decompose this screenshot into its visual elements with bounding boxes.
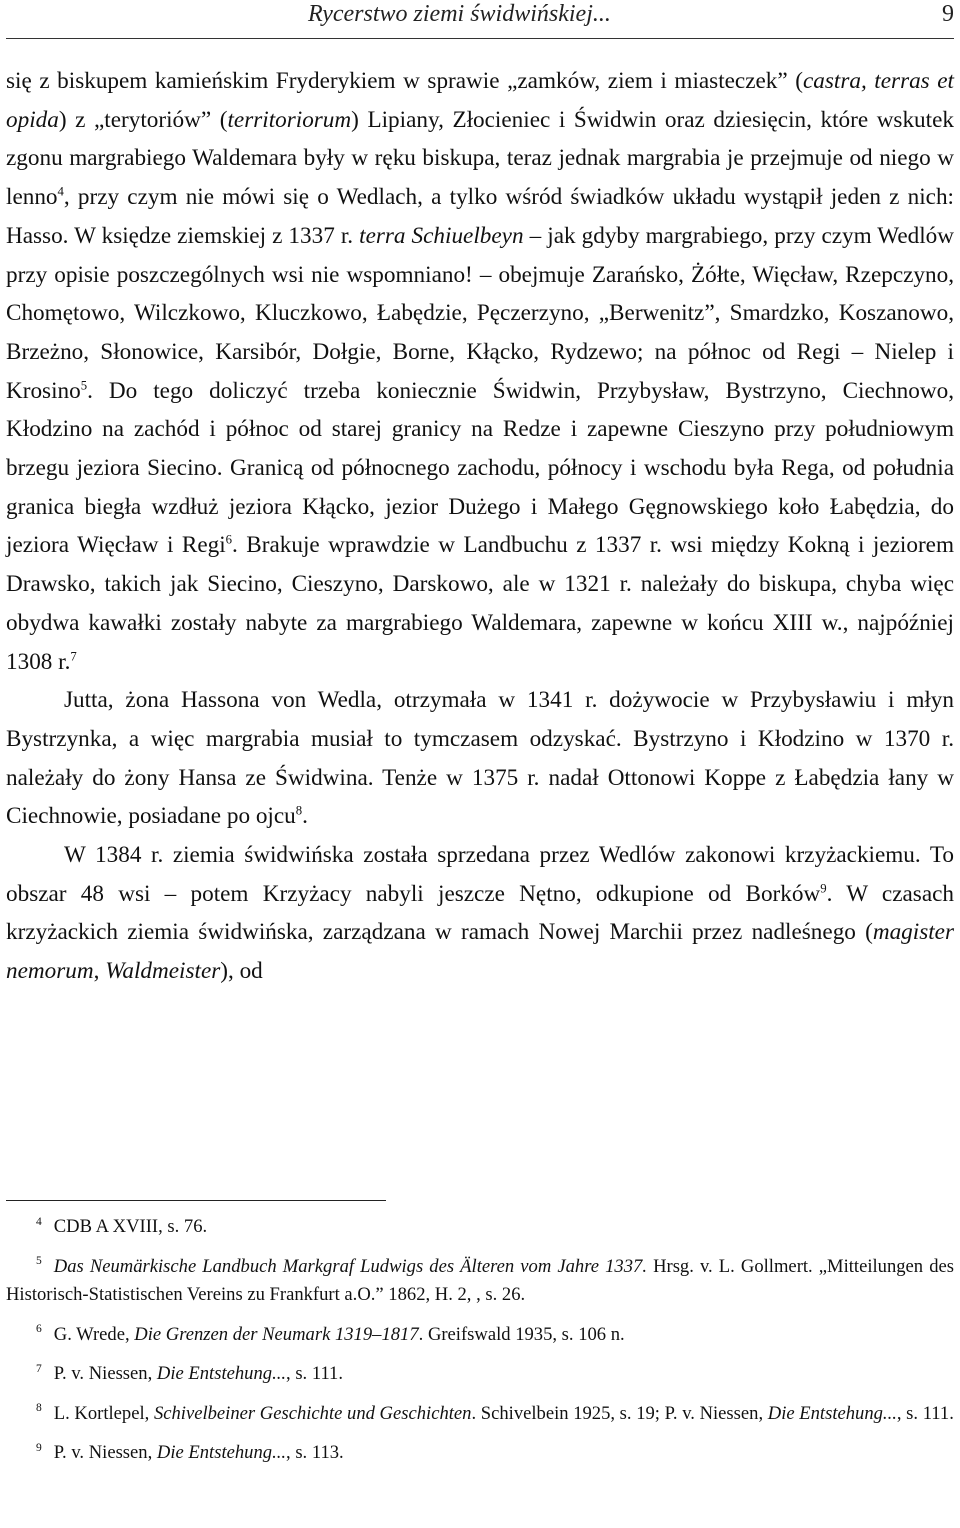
- footnote-ref-8[interactable]: 8: [295, 803, 303, 818]
- footnote-title: Die Entstehung...: [156, 1442, 287, 1463]
- text-run: . Do tego doliczyć trzeba koniecznie Świdwin, Przybysław, Bystrzyno, Ciechnowo, Kłodzino na zachód i północ od starej granicy na Redze i zapewne Cieszyno przy południowym brzegu jeziora Siecino. Granicą od północnego zachodu, północy i wschodu była Rega, od południa granica biegła wzdłuż jeziora Kłącko, jezior Dużego i Małego Gęgnowskiego koło Łabędzia, do jeziora Więcław i Regi: [6, 377, 954, 559]
- footnote-text: , s. 111.: [896, 1402, 954, 1424]
- footnote-number: 6: [36, 1323, 42, 1336]
- text-run: ) z „terytoriów” (: [58, 106, 228, 133]
- footnote-6: [6, 1321, 954, 1350]
- footnote-separator: [6, 1200, 386, 1201]
- text-run: ,: [93, 958, 106, 985]
- latin-term: territoriorum: [227, 106, 352, 133]
- latin-term: magister nemorum: [6, 919, 954, 985]
- latin-term: terra Schiuelbeyn: [359, 222, 524, 249]
- footnote-title: Schivelbeiner Geschichte und Geschichten: [153, 1402, 472, 1424]
- main-text: [6, 62, 954, 991]
- footnote-author: G. Wrede,: [53, 1323, 135, 1345]
- footnote-number: 9: [36, 1441, 42, 1454]
- header-rule: [6, 38, 954, 39]
- footnote-text: , s. 111.: [286, 1363, 344, 1384]
- footnote-9: [6, 1439, 954, 1468]
- text-run: W 1384 r. ziemia świdwińska została sprzedana przez Wedlów zakonowi krzyżackiemu. To obszar 48 wsi – potem Krzyżacy nabyli jeszcze Nętno, odkupione od Borków: [6, 842, 954, 907]
- footnote-text: . Greifswald 1935, s. 106 n.: [418, 1323, 625, 1345]
- footnote-title: Die Grenzen der Neumark 1319–1817: [134, 1323, 419, 1345]
- paragraph-2: [6, 681, 954, 836]
- footnote-ref-5[interactable]: 5: [80, 377, 88, 392]
- footnote-title: Die Entstehung...: [767, 1402, 897, 1424]
- text-run: ), od: [220, 958, 263, 985]
- footnote-text: Hrsg. v. L. Gollmert. „Mitteilungen des Historisch-Statistischen Vereins zu Frankfurt a.O.” 1862, H. 2, , s. 26.: [6, 1255, 954, 1305]
- footnote-ref-4[interactable]: 4: [57, 184, 64, 199]
- footnote-number: 5: [36, 1255, 42, 1268]
- footnote-ref-6[interactable]: 6: [225, 532, 233, 547]
- text-run: . Brakuje wprawdzie w Landbuchu z 1337 r. wsi między Kokną i jeziorem Drawsko, takich jak Siecino, Cieszyno, Darskowo, ale w 1321 r. należały do biskupa, chyba więc obydwa kawałki zostały nabyte za margrabiego Waldemara, zapewne w końcu XIII w., najpóźniej 1308 r.: [6, 532, 954, 675]
- footnote-ref-7[interactable]: 7: [70, 648, 77, 663]
- footnote-author: P. v. Niessen,: [53, 1363, 157, 1384]
- footnotes: [6, 1213, 954, 1479]
- footnote-8: [6, 1400, 954, 1429]
- german-term: Waldmeister: [105, 958, 221, 985]
- text-run: Jutta, żona Hassona von Wedla, otrzymała w 1341 r. dożywocie w Przybysławiu i młyn Bystrzynka, a więc margrabia musiał to tymczasem odzyskać. Bystrzyno i Kłodzino w 1370 r. należały do żony Hansa ze Świdwina. Tenże w 1375 r. nadał Ottonowi Koppe z Łabędzia łany w Ciechnowie, posiadane po ojcu: [6, 687, 954, 830]
- footnote-text: CDB A XVIII, s. 76.: [53, 1216, 208, 1237]
- text-run: – jak gdyby margrabiego, przy czym Wedlów przy opisie poszczególnych wsi nie wspomniano! – obejmuje Zarańsko, Żółte, Więcław, Rzepczyno, Chomętowo, Wilczkowo, Kluczkowo, Łabędzie, Pęczerzyno, „Berwenitz”, Smardzko, Koszanowo, Brzeżno, Słonowice, Karsibór, Dołgie, Borne, Kłącko, Rydzewo; na północ od Regi – Nielep i Krosino: [6, 222, 955, 404]
- footnote-7: [6, 1360, 954, 1389]
- text-run: , przy czym nie mówi się o Wedlach, a tylko wśród świadków układu wystąpił jeden z nich: Hasso. W księdze ziemskiej z 1337 r.: [6, 184, 954, 249]
- footnote-5: [6, 1253, 954, 1310]
- footnote-number: 4: [36, 1215, 42, 1228]
- latin-phrase: castra, terras et opida: [6, 68, 954, 133]
- running-title: Rycerstwo ziemi świdwińskiej...: [308, 1, 611, 27]
- footnote-title: Die Entstehung...: [156, 1363, 287, 1384]
- footnote-number: 8: [36, 1402, 42, 1415]
- text-run: . W czasach krzyżackich ziemia świdwińska, zarządzana w ramach Nowej Marchii przez nadleśnego (: [6, 880, 955, 946]
- text-run: się z biskupem kamieńskim Fryderykiem w sprawie „zamków, ziem i miasteczek” (: [6, 68, 803, 94]
- paragraph-1: [6, 62, 954, 681]
- footnote-text: , s. 113.: [286, 1442, 344, 1463]
- footnote-text: . Schivelbein 1925, s. 19; P. v. Niessen,: [471, 1402, 768, 1424]
- footnote-title: Das Neumärkische Landbuch Markgraf Ludwigs des Älteren vom Jahre 1337.: [53, 1255, 647, 1277]
- text-run: .: [302, 803, 308, 830]
- footnote-ref-9[interactable]: 9: [820, 881, 827, 896]
- footnote-author: P. v. Niessen,: [53, 1442, 157, 1463]
- page-number: 9: [942, 1, 954, 27]
- footnote-4: [6, 1213, 954, 1242]
- text-run: ) Lipiany, Złocieniec i Świdwin oraz dziesięcin, które wskutek zgonu margrabiego Waldemara były w ręku biskupa, teraz jednak margrabia je przejmuje od niego w lenno: [6, 106, 954, 211]
- footnote-number: 7: [36, 1362, 42, 1375]
- page-header: [0, 0, 960, 40]
- footnote-author: L. Kortlepel,: [53, 1402, 154, 1424]
- paragraph-3: [6, 836, 954, 991]
